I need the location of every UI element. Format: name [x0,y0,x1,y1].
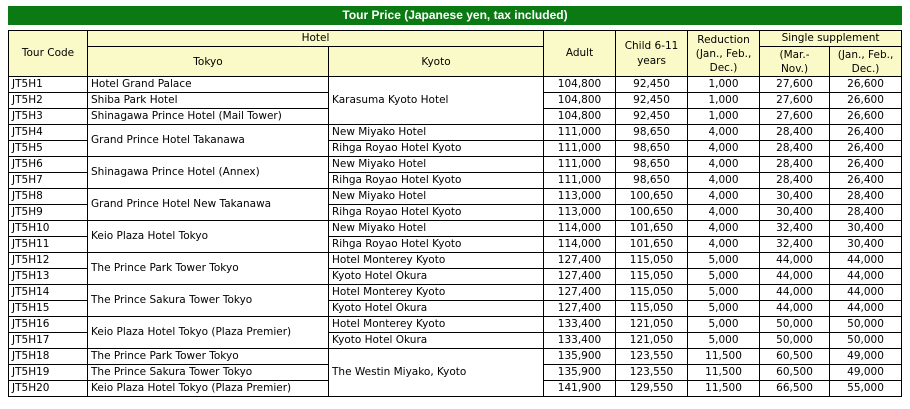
reduction-cell: 5,000 [688,269,760,285]
tokyo-hotel-cell: Hotel Grand Palace [88,77,329,93]
table-row [9,221,902,237]
single-supplement-mar-nov-cell: 27,600 [760,109,830,125]
kyoto-hotel-cell: Hotel Monterey Kyoto [329,253,544,269]
tour-code-cell: JT5H5 [9,141,88,157]
tokyo-hotel-cell: Keio Plaza Hotel Tokyo (Plaza Premier) [88,317,329,349]
child-price-cell: 100,650 [616,189,688,205]
adult-price-cell: 135,900 [544,349,616,365]
kyoto-hotel-cell: Rihga Royao Hotel Kyoto [329,237,544,253]
child-price-cell: 123,550 [616,349,688,365]
single-supplement-mar-nov-cell: 30,400 [760,205,830,221]
tokyo-hotel-cell: Shiba Park Hotel [88,93,329,109]
child-price-cell: 101,650 [616,221,688,237]
reduction-cell: 4,000 [688,189,760,205]
adult-price-cell: 104,800 [544,77,616,93]
single-supplement-jan-feb-dec-cell: 26,600 [830,93,902,109]
tokyo-hotel-cell: Shinagawa Prince Hotel (Mail Tower) [88,109,329,125]
reduction-cell: 5,000 [688,253,760,269]
kyoto-hotel-cell: New Miyako Hotel [329,189,544,205]
adult-price-cell: 114,000 [544,237,616,253]
child-price-cell: 129,550 [616,381,688,397]
header-single-a-line2: Nov.) [780,62,809,75]
tokyo-hotel-cell: Grand Prince Hotel Takanawa [88,125,329,157]
adult-price-cell: 141,900 [544,381,616,397]
tokyo-hotel-cell: Grand Prince Hotel New Takanawa [88,189,329,221]
single-supplement-mar-nov-cell: 66,500 [760,381,830,397]
adult-price-cell: 114,000 [544,221,616,237]
single-supplement-jan-feb-dec-cell: 30,400 [830,237,902,253]
adult-price-cell: 113,000 [544,189,616,205]
tokyo-hotel-cell: Keio Plaza Hotel Tokyo (Plaza Premier) [88,381,329,397]
tour-price-table [8,30,902,397]
adult-price-cell: 111,000 [544,125,616,141]
table-row [9,125,902,141]
single-supplement-mar-nov-cell: 32,400 [760,221,830,237]
tokyo-hotel-cell: The Prince Sakura Tower Tokyo [88,285,329,317]
header-reduction-line1: Reduction [697,33,750,46]
header-tokyo: Tokyo [88,47,329,77]
single-supplement-jan-feb-dec-cell: 30,400 [830,221,902,237]
child-price-cell: 98,650 [616,125,688,141]
kyoto-hotel-cell: Hotel Monterey Kyoto [329,285,544,301]
tour-code-cell: JT5H13 [9,269,88,285]
single-supplement-mar-nov-cell: 27,600 [760,93,830,109]
header-child-line2: years [637,54,666,67]
kyoto-hotel-cell: Hotel Monterey Kyoto [329,317,544,333]
single-supplement-jan-feb-dec-cell: 44,000 [830,285,902,301]
single-supplement-jan-feb-dec-cell: 50,000 [830,333,902,349]
single-supplement-mar-nov-cell: 60,500 [760,349,830,365]
reduction-cell: 4,000 [688,141,760,157]
adult-price-cell: 133,400 [544,333,616,349]
price-table-body [9,77,902,397]
tokyo-hotel-cell: The Prince Park Tower Tokyo [88,349,329,365]
tour-code-cell: JT5H12 [9,253,88,269]
kyoto-hotel-cell: New Miyako Hotel [329,221,544,237]
adult-price-cell: 113,000 [544,205,616,221]
single-supplement-jan-feb-dec-cell: 49,000 [830,349,902,365]
single-supplement-mar-nov-cell: 28,400 [760,157,830,173]
header-single-jan-feb-dec [830,47,902,77]
single-supplement-jan-feb-dec-cell: 44,000 [830,253,902,269]
child-price-cell: 92,450 [616,77,688,93]
single-supplement-jan-feb-dec-cell: 26,400 [830,141,902,157]
table-row [9,253,902,269]
reduction-cell: 5,000 [688,301,760,317]
reduction-cell: 11,500 [688,381,760,397]
single-supplement-jan-feb-dec-cell: 28,400 [830,189,902,205]
header-tour-code: Tour Code [9,31,88,77]
child-price-cell: 123,550 [616,365,688,381]
tour-code-cell: JT5H9 [9,205,88,221]
table-row [9,77,902,93]
header-reduction-line3: Dec.) [709,61,738,74]
header-single-mar-nov [760,47,830,77]
reduction-cell: 4,000 [688,125,760,141]
tokyo-hotel-cell: Keio Plaza Hotel Tokyo [88,221,329,253]
header-single-b-line1: (Jan., Feb., [837,48,894,61]
adult-price-cell: 127,400 [544,285,616,301]
tour-code-cell: JT5H1 [9,77,88,93]
adult-price-cell: 127,400 [544,301,616,317]
header-single-supplement: Single supplement [760,31,902,47]
single-supplement-mar-nov-cell: 44,000 [760,269,830,285]
single-supplement-jan-feb-dec-cell: 26,400 [830,173,902,189]
single-supplement-mar-nov-cell: 44,000 [760,253,830,269]
header-child-line1: Child 6-11 [624,39,679,52]
kyoto-hotel-cell: Kyoto Hotel Okura [329,333,544,349]
child-price-cell: 92,450 [616,109,688,125]
kyoto-hotel-cell: Rihga Royao Hotel Kyoto [329,141,544,157]
child-price-cell: 101,650 [616,237,688,253]
single-supplement-jan-feb-dec-cell: 55,000 [830,381,902,397]
single-supplement-mar-nov-cell: 50,000 [760,333,830,349]
tour-code-cell: JT5H15 [9,301,88,317]
tour-code-cell: JT5H4 [9,125,88,141]
child-price-cell: 98,650 [616,141,688,157]
reduction-cell: 1,000 [688,93,760,109]
reduction-cell: 4,000 [688,237,760,253]
reduction-cell: 4,000 [688,205,760,221]
header-single-a-line1: (Mar.- [779,48,810,61]
tour-code-cell: JT5H14 [9,285,88,301]
child-price-cell: 92,450 [616,93,688,109]
single-supplement-jan-feb-dec-cell: 44,000 [830,301,902,317]
single-supplement-jan-feb-dec-cell: 50,000 [830,317,902,333]
single-supplement-mar-nov-cell: 32,400 [760,237,830,253]
reduction-cell: 11,500 [688,365,760,381]
reduction-cell: 4,000 [688,221,760,237]
single-supplement-mar-nov-cell: 28,400 [760,173,830,189]
table-row [9,189,902,205]
adult-price-cell: 104,800 [544,109,616,125]
header-adult: Adult [544,31,616,77]
child-price-cell: 115,050 [616,269,688,285]
header-reduction [688,31,760,77]
header-single-b-line2: Dec.) [851,62,880,75]
adult-price-cell: 127,400 [544,253,616,269]
single-supplement-jan-feb-dec-cell: 44,000 [830,269,902,285]
tokyo-hotel-cell: The Prince Sakura Tower Tokyo [88,365,329,381]
tour-code-cell: JT5H3 [9,109,88,125]
reduction-cell: 1,000 [688,109,760,125]
child-price-cell: 121,050 [616,333,688,349]
reduction-cell: 4,000 [688,157,760,173]
kyoto-hotel-cell: The Westin Miyako, Kyoto [329,349,544,397]
tour-code-cell: JT5H18 [9,349,88,365]
adult-price-cell: 111,000 [544,141,616,157]
header-kyoto: Kyoto [329,47,544,77]
kyoto-hotel-cell: Kyoto Hotel Okura [329,301,544,317]
child-price-cell: 98,650 [616,157,688,173]
reduction-cell: 5,000 [688,285,760,301]
single-supplement-mar-nov-cell: 60,500 [760,365,830,381]
tour-code-cell: JT5H7 [9,173,88,189]
kyoto-hotel-cell: New Miyako Hotel [329,157,544,173]
tour-code-cell: JT5H6 [9,157,88,173]
adult-price-cell: 127,400 [544,269,616,285]
single-supplement-jan-feb-dec-cell: 26,600 [830,109,902,125]
adult-price-cell: 111,000 [544,173,616,189]
single-supplement-mar-nov-cell: 30,400 [760,189,830,205]
child-price-cell: 115,050 [616,285,688,301]
reduction-cell: 5,000 [688,317,760,333]
table-row [9,157,902,173]
single-supplement-mar-nov-cell: 44,000 [760,285,830,301]
header-child [616,31,688,77]
tokyo-hotel-cell: The Prince Park Tower Tokyo [88,253,329,285]
table-title: Tour Price (Japanese yen, tax included) [8,6,902,25]
single-supplement-jan-feb-dec-cell: 26,400 [830,125,902,141]
adult-price-cell: 104,800 [544,93,616,109]
reduction-cell: 5,000 [688,333,760,349]
tour-code-cell: JT5H11 [9,237,88,253]
child-price-cell: 121,050 [616,317,688,333]
header-reduction-line2: (Jan., Feb., [695,47,752,60]
single-supplement-mar-nov-cell: 44,000 [760,301,830,317]
reduction-cell: 4,000 [688,173,760,189]
kyoto-hotel-cell: Rihga Royao Hotel Kyoto [329,173,544,189]
tour-code-cell: JT5H19 [9,365,88,381]
kyoto-hotel-cell: New Miyako Hotel [329,125,544,141]
single-supplement-mar-nov-cell: 27,600 [760,77,830,93]
tour-code-cell: JT5H2 [9,93,88,109]
single-supplement-mar-nov-cell: 50,000 [760,317,830,333]
tour-code-cell: JT5H20 [9,381,88,397]
single-supplement-jan-feb-dec-cell: 28,400 [830,205,902,221]
kyoto-hotel-cell: Karasuma Kyoto Hotel [329,77,544,125]
table-row [9,285,902,301]
child-price-cell: 115,050 [616,301,688,317]
child-price-cell: 98,650 [616,173,688,189]
table-row [9,317,902,333]
adult-price-cell: 133,400 [544,317,616,333]
adult-price-cell: 111,000 [544,157,616,173]
tour-code-cell: JT5H16 [9,317,88,333]
single-supplement-jan-feb-dec-cell: 26,600 [830,77,902,93]
reduction-cell: 11,500 [688,349,760,365]
table-row [9,349,902,365]
child-price-cell: 100,650 [616,205,688,221]
kyoto-hotel-cell: Kyoto Hotel Okura [329,269,544,285]
single-supplement-mar-nov-cell: 28,400 [760,125,830,141]
adult-price-cell: 135,900 [544,365,616,381]
single-supplement-jan-feb-dec-cell: 49,000 [830,365,902,381]
tokyo-hotel-cell: Shinagawa Prince Hotel (Annex) [88,157,329,189]
reduction-cell: 1,000 [688,77,760,93]
single-supplement-jan-feb-dec-cell: 26,400 [830,157,902,173]
tour-code-cell: JT5H10 [9,221,88,237]
child-price-cell: 115,050 [616,253,688,269]
tour-code-cell: JT5H8 [9,189,88,205]
tour-code-cell: JT5H17 [9,333,88,349]
kyoto-hotel-cell: Rihga Royao Hotel Kyoto [329,205,544,221]
header-hotel: Hotel [88,31,544,47]
single-supplement-mar-nov-cell: 28,400 [760,141,830,157]
